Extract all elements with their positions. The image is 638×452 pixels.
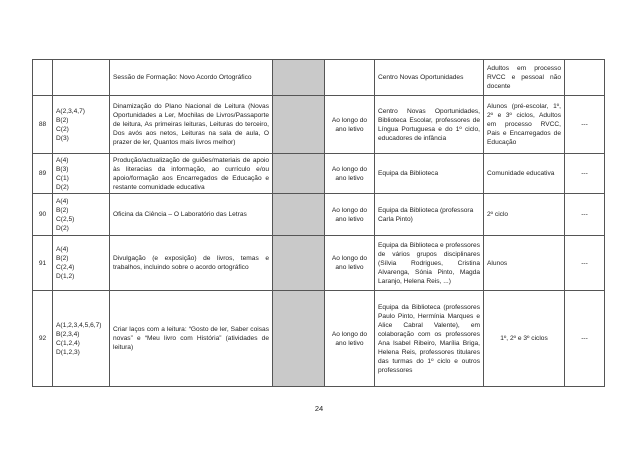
table-row <box>33 60 605 96</box>
responsible-cell: Centro Novas Oportunidades, Biblioteca Escolar, professores de Língua Portuguesa e do 1º ciclo, educadores de infância <box>375 96 484 154</box>
audience-cell: 1º, 2º e 3º ciclos <box>484 291 565 387</box>
objective-codes: A(2,3,4,7) B(2) C(2) D(3) <box>53 96 110 154</box>
responsible-cell: Equipa da Biblioteca (professores Paulo Pinto, Hermínia Marques e Alice Cabral Valente), em colaboração com os professores Ana Isabel Ribeiro, Marília Briga, Helena Reis, professores titulares das turmas do 1º ciclo e outros professores <box>375 291 484 387</box>
shaded-cell <box>273 60 325 96</box>
period-cell <box>325 60 375 96</box>
activity-description: Oficina da Ciência – O Laboratório das Letras <box>110 194 273 236</box>
activity-description: Dinamização do Plano Nacional de Leitura (Novas Oportunidades a Ler, Mochilas de Livros/Passaporte de leitura, As primeiras leituras, Leituras do terceiro, Dos avós aos netos, Leituras na sala de aula, O prazer de ler, Quantos mais livros melhor) <box>110 96 273 154</box>
objective-codes <box>53 60 110 96</box>
objective-codes: A(1,2,3,4,5,6,7) B(2,3,4) C(1,2,4) D(1,2,3) <box>53 291 110 387</box>
row-number: 90 <box>33 194 53 236</box>
audience-cell: Adultos em processo RVCC e pessoal não docente <box>484 60 565 96</box>
period-cell: Ao longo do ano letivo <box>325 154 375 194</box>
activity-description: Produção/actualização de guiões/materiais de apoio às literacias da informação, ao currículo e/ou apoio/formação aos Encarregados de Educação e restante comunidade educativa <box>110 154 273 194</box>
audience-cell: Alunos <box>484 236 565 291</box>
audience-cell: Comunidade educativa <box>484 154 565 194</box>
activity-description: Criar laços com a leitura: “Gosto de ler, Saber coisas novas” e “Meu livro com História” (atividades de leitura) <box>110 291 273 387</box>
extra-cell: --- <box>565 96 605 154</box>
responsible-cell: Equipa da Biblioteca <box>375 154 484 194</box>
table-row <box>33 194 605 236</box>
audience-cell: 2º ciclo <box>484 194 565 236</box>
page-number: 24 <box>314 404 324 413</box>
extra-cell: --- <box>565 236 605 291</box>
activity-description: Sessão de Formação: Novo Acordo Ortográfico <box>110 60 273 96</box>
shaded-cell <box>273 154 325 194</box>
extra-cell: --- <box>565 154 605 194</box>
shaded-cell <box>273 236 325 291</box>
period-cell: Ao longo do ano letivo <box>325 194 375 236</box>
table-row <box>33 236 605 291</box>
extra-cell: --- <box>565 194 605 236</box>
objective-codes: A(4) B(2) C(2,5) D(2) <box>53 194 110 236</box>
row-number: 91 <box>33 236 53 291</box>
audience-cell: Alunos (pré-escolar, 1º, 2º e 3º ciclos, Adultos em processo RVCC, Pais e Encarregados de Educação <box>484 96 565 154</box>
table-row <box>33 291 605 387</box>
responsible-cell: Centro Novas Oportunidades <box>375 60 484 96</box>
period-cell: Ao longo do ano letivo <box>325 236 375 291</box>
table-row <box>33 96 605 154</box>
extra-cell <box>565 60 605 96</box>
activity-description: Divulgação (e exposição) de livros, temas e trabalhos, incluindo sobre o acordo ortográfico <box>110 236 273 291</box>
period-cell: Ao longo do ano letivo <box>325 291 375 387</box>
activities-table <box>32 59 605 387</box>
row-number <box>33 60 53 96</box>
extra-cell: --- <box>565 291 605 387</box>
shaded-cell <box>273 194 325 236</box>
responsible-cell: Equipa da Biblioteca e professores de vários grupos disciplinares (Sílvia Rodrigues, Cristina Alvarenga, Sónia Pinto, Magda Laranjo, Helena Reis, ...) <box>375 236 484 291</box>
shaded-cell <box>273 96 325 154</box>
objective-codes: A(4) B(3) C(1) D(2) <box>53 154 110 194</box>
objective-codes: A(4) B(2) C(2,4) D(1,2) <box>53 236 110 291</box>
row-number: 92 <box>33 291 53 387</box>
period-cell: Ao longo do ano letivo <box>325 96 375 154</box>
row-number: 88 <box>33 96 53 154</box>
responsible-cell: Equipa da Biblioteca (professora Carla Pinto) <box>375 194 484 236</box>
shaded-cell <box>273 291 325 387</box>
table-row <box>33 154 605 194</box>
row-number: 89 <box>33 154 53 194</box>
